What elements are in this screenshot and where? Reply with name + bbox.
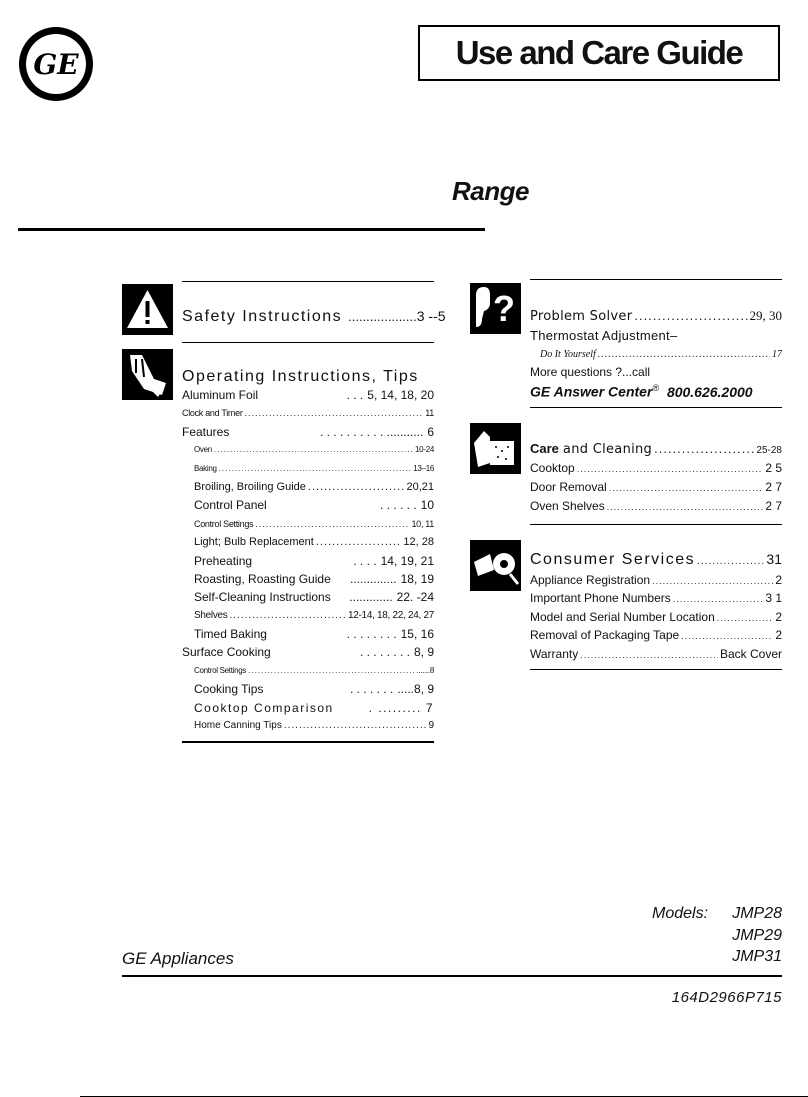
toc-entry-label: Removal of Packaging Tape bbox=[530, 628, 680, 643]
page-numbers: 31 bbox=[766, 550, 782, 567]
page-numbers: 14, 19, 21 bbox=[380, 553, 434, 568]
page-numbers: 2 5 bbox=[765, 460, 782, 475]
toc-entry-label: Cooktop bbox=[530, 460, 575, 475]
catalog-number: 164D2966P715 bbox=[671, 989, 782, 1006]
section-divider bbox=[530, 669, 782, 670]
toc-entry-label: Door Removal bbox=[530, 479, 607, 494]
toc-entry-label: Control Panel bbox=[194, 498, 267, 513]
toc-entry bbox=[530, 645, 782, 664]
toc-entry bbox=[182, 552, 434, 570]
brand-name: GE Appliances bbox=[122, 949, 234, 968]
toc-entry-label: Important Phone Numbers bbox=[530, 591, 671, 606]
toc-entry bbox=[182, 662, 434, 680]
toc-entry-label: Roasting, Roasting Guide bbox=[194, 571, 331, 586]
page-numbers: 2 bbox=[775, 609, 782, 624]
document-title: Use and Care Guide bbox=[418, 25, 780, 81]
page-numbers: 25-28 bbox=[756, 444, 782, 456]
page-numbers: 20,21 bbox=[406, 480, 434, 493]
toc-entry-label: Timed Baking bbox=[194, 627, 267, 642]
toc-entry-label: Warranty bbox=[530, 647, 579, 662]
leader-dots bbox=[577, 460, 764, 479]
toc-entry-label: Oven Shelves bbox=[530, 498, 605, 513]
leader-dots bbox=[607, 498, 764, 517]
leader-dots: . ......... bbox=[368, 700, 422, 715]
toc-entry bbox=[182, 699, 434, 717]
page-numbers: .......8 bbox=[416, 665, 434, 675]
toc-entry bbox=[182, 478, 434, 496]
svg-text:GE: GE bbox=[33, 48, 79, 81]
do-it-yourself-label: Do It Yourself bbox=[540, 349, 596, 360]
page-numbers: 15, 16 bbox=[400, 627, 434, 642]
leader-dots bbox=[248, 662, 414, 680]
toc-entry-label: Control Settings bbox=[194, 665, 247, 675]
toc-entry-label: Model and Serial Number Location bbox=[530, 609, 715, 624]
warning-icon bbox=[122, 284, 173, 335]
consumer-services-heading: Consumer Services bbox=[530, 550, 696, 568]
leader-dots bbox=[229, 607, 346, 625]
toc-entry-label: Surface Cooking bbox=[182, 645, 271, 660]
toc-entry bbox=[182, 717, 434, 735]
page-numbers: .....8, 9 bbox=[397, 682, 434, 697]
toc-entry-label: Aluminum Foil bbox=[182, 388, 259, 402]
leader-dots bbox=[634, 308, 747, 323]
toc-entry bbox=[182, 460, 434, 478]
toc-entry-label: Control Settings bbox=[194, 518, 254, 529]
leader-dots bbox=[214, 441, 413, 459]
leader-dots: . . . . . . . . . . ........... bbox=[319, 424, 424, 439]
page-numbers: 18, 19 bbox=[400, 571, 434, 586]
leader-dots: . . . . bbox=[353, 553, 377, 568]
models-label: Models: bbox=[652, 905, 709, 922]
toc-entry bbox=[182, 386, 434, 404]
leader-dots bbox=[255, 515, 409, 533]
answer-center-phone: 800.626.2000 bbox=[666, 383, 753, 400]
page-numbers: 3 --5 bbox=[416, 308, 446, 324]
model-number: JMP29 bbox=[732, 927, 782, 944]
toc-entry bbox=[182, 404, 434, 422]
toc-entry bbox=[182, 625, 434, 643]
safety-instructions-label: Safety Instructions bbox=[182, 308, 343, 325]
toc-entry bbox=[182, 441, 434, 459]
leader-dots bbox=[308, 478, 405, 496]
leader-dots bbox=[219, 460, 412, 478]
page-numbers: 10 bbox=[420, 498, 434, 513]
toc-entry bbox=[182, 570, 434, 588]
problem-solver-label: Problem Solver bbox=[530, 309, 633, 324]
consumer-services-tape-icon bbox=[470, 540, 521, 591]
leader-dots: . . . . . . . . bbox=[359, 645, 410, 660]
leader-dots bbox=[681, 627, 773, 646]
page-numbers: 17 bbox=[772, 349, 782, 360]
leader-dots: . . . . . . . bbox=[349, 682, 394, 697]
toc-entry bbox=[530, 459, 782, 478]
section-divider bbox=[530, 279, 782, 280]
section-divider bbox=[182, 281, 434, 282]
toc-entry bbox=[530, 608, 782, 627]
page-numbers: 10-24 bbox=[415, 445, 434, 455]
leader-dots: . . . . . . bbox=[379, 498, 417, 513]
do-it-yourself-entry bbox=[540, 349, 782, 360]
page-numbers: 12, 28 bbox=[403, 536, 434, 549]
cleaning-label: and Cleaning bbox=[562, 441, 653, 457]
page-numbers: Back Cover bbox=[719, 647, 782, 662]
consumer-services-entry bbox=[530, 551, 782, 569]
product-name: Range bbox=[452, 176, 529, 206]
footer-divider bbox=[122, 975, 782, 977]
section-divider bbox=[530, 524, 782, 525]
page-numbers: 12-14, 18, 22, 24, 27 bbox=[348, 609, 434, 621]
toc-entry-label: Light; Bulb Replacement bbox=[194, 536, 314, 549]
leader-dots: ................... bbox=[348, 309, 417, 324]
toc-entry-label: Features bbox=[182, 424, 230, 439]
care-cleaning-list bbox=[530, 459, 782, 516]
toc-entry bbox=[182, 496, 434, 514]
toc-entry bbox=[530, 497, 782, 516]
question-mark-icon bbox=[470, 283, 521, 334]
toc-entry bbox=[530, 589, 782, 608]
leader-dots: . . . . . . . . bbox=[346, 627, 397, 642]
leader-dots bbox=[652, 572, 773, 591]
toc-entry bbox=[182, 643, 434, 661]
page-numbers: 8, 9 bbox=[413, 645, 434, 660]
safety-instructions-entry bbox=[182, 308, 446, 326]
toc-entry bbox=[182, 588, 434, 606]
hand-pointing-icon bbox=[122, 349, 173, 400]
svg-text:?: ? bbox=[493, 288, 515, 329]
model-number: JMP28 bbox=[732, 905, 782, 922]
toc-entry-label: Cooktop Comparison bbox=[194, 700, 334, 715]
page-numbers: 5, 14, 18, 20 bbox=[367, 388, 434, 402]
toc-entry-label: Self-Cleaning Instructions bbox=[194, 590, 331, 605]
page-numbers: 6 bbox=[427, 424, 434, 439]
toc-entry bbox=[182, 607, 434, 625]
toc-entry-label: Baking bbox=[194, 463, 217, 473]
answer-center-label: GE Answer Center bbox=[530, 383, 653, 400]
section-divider bbox=[182, 741, 434, 743]
toc-entry bbox=[182, 515, 434, 533]
page-numbers: 13–16 bbox=[413, 463, 434, 473]
leader-dots: .............. bbox=[349, 571, 397, 586]
operating-instructions-heading: Operating Instructions, Tips bbox=[182, 368, 419, 385]
operating-instructions-list bbox=[182, 386, 434, 735]
toc-entry-label: Appliance Registration bbox=[530, 572, 651, 587]
toc-entry bbox=[530, 626, 782, 645]
sponge-cleaning-icon bbox=[470, 423, 521, 474]
toc-entry-label: Preheating bbox=[194, 553, 253, 568]
more-questions-label: More questions ?...call bbox=[530, 365, 651, 379]
leader-dots bbox=[284, 717, 427, 735]
page-numbers: 2 7 bbox=[765, 498, 782, 513]
toc-entry bbox=[182, 680, 434, 698]
toc-entry bbox=[182, 423, 434, 441]
leader-dots bbox=[245, 404, 424, 422]
toc-entry bbox=[182, 533, 434, 551]
care-label: Care bbox=[530, 440, 559, 456]
toc-entry-label: Oven bbox=[194, 445, 212, 455]
answer-center-line bbox=[530, 383, 782, 400]
care-cleaning-entry bbox=[530, 441, 782, 457]
page-numbers: 11 bbox=[425, 408, 434, 419]
leader-dots: . . . bbox=[346, 388, 364, 402]
contents-right-column bbox=[530, 279, 782, 670]
leader-dots bbox=[654, 441, 754, 456]
page-numbers: 7 bbox=[425, 700, 434, 715]
toc-entry-label: Home Canning Tips bbox=[194, 720, 282, 732]
leader-dots bbox=[609, 479, 764, 498]
contents-left-column bbox=[182, 281, 446, 743]
page-numbers: 10, 11 bbox=[411, 518, 434, 529]
toc-entry-label: Cooking Tips bbox=[194, 682, 264, 697]
page-numbers: 29, 30 bbox=[749, 308, 782, 323]
ge-logo bbox=[18, 26, 94, 102]
header-divider bbox=[18, 228, 485, 231]
toc-entry-label: Broiling, Broiling Guide bbox=[194, 480, 306, 493]
model-number: JMP31 bbox=[732, 948, 782, 965]
problem-solver-entry bbox=[530, 308, 782, 324]
toc-entry-label: Clock and Timer bbox=[182, 408, 243, 419]
leader-dots bbox=[697, 556, 764, 567]
leader-dots bbox=[598, 349, 770, 360]
leader-dots: ............. bbox=[349, 590, 393, 605]
toc-entry bbox=[530, 571, 782, 590]
thermostat-adjustment-label: Thermostat Adjustment– bbox=[530, 328, 678, 343]
leader-dots bbox=[580, 646, 718, 665]
toc-entry-label: Shelves bbox=[194, 609, 228, 621]
section-divider bbox=[182, 342, 434, 343]
toc-entry bbox=[530, 478, 782, 497]
leader-dots bbox=[673, 590, 764, 609]
page-numbers: 2 bbox=[775, 572, 782, 587]
page-numbers: 22. -24 bbox=[396, 590, 434, 605]
page-numbers: 2 bbox=[775, 628, 782, 643]
section-divider bbox=[530, 407, 782, 408]
page-numbers: 2 7 bbox=[765, 479, 782, 494]
leader-dots bbox=[717, 609, 774, 628]
registered-mark: ® bbox=[652, 383, 660, 393]
page-numbers: 3 1 bbox=[765, 591, 782, 606]
page-numbers: 9 bbox=[428, 720, 434, 732]
leader-dots bbox=[316, 533, 402, 551]
consumer-services-list bbox=[530, 571, 782, 664]
